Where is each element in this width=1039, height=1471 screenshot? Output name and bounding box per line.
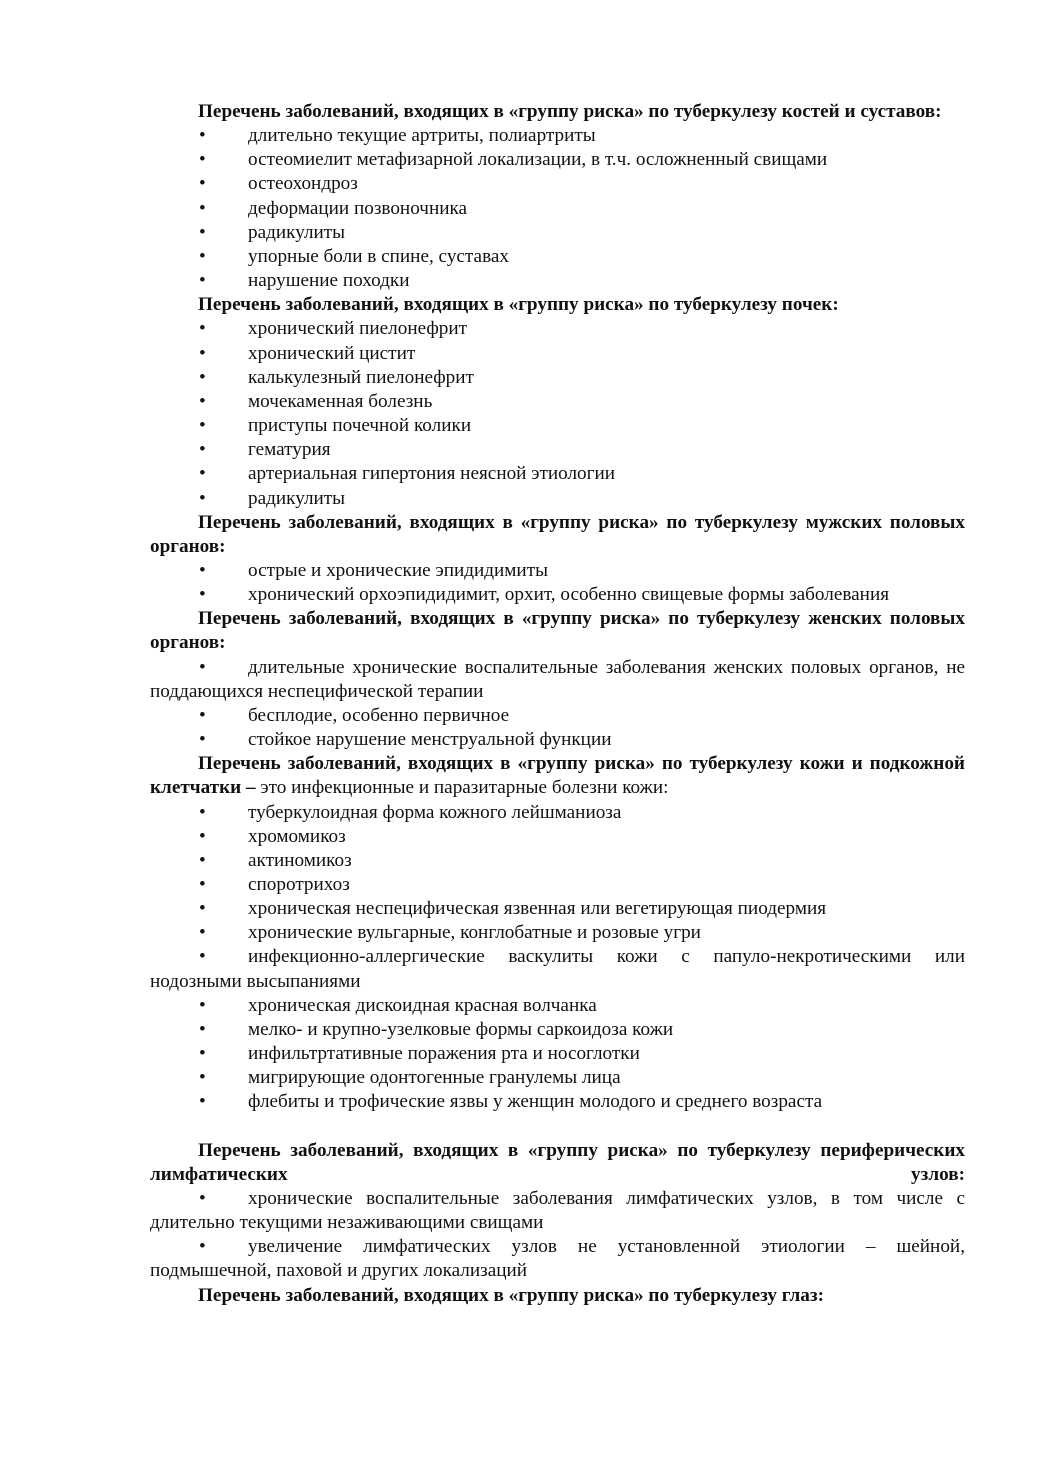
list-item: • инфекционно-аллергические васкулиты кожи с папуло-некротическими или нодозными высыпаниями [150,946,965,992]
bullet: • [199,1067,206,1089]
bullet: • [199,825,206,847]
list-item: • мочекаменная болезнь [150,390,965,414]
list-item: • хронический пиелонефрит [150,317,965,341]
list-item: • деформации позвоночника [150,197,965,221]
bullet: • [199,149,206,171]
list-item: • стойкое нарушение менструальной функции [150,728,965,752]
section-heading-eyes: Перечень заболеваний, входящих в «группу риска» по туберкулезу глаз: [198,1284,824,1306]
bullet: • [199,342,206,364]
list-item: • туберкулоидная форма кожного лейшманиоза [150,801,965,825]
list-item: • инфильтртативные поражения рта и носоглотки [150,1042,965,1066]
list-bones [150,124,965,293]
section-heading-skin [150,752,965,800]
list-item: • остеохондроз [150,172,965,196]
list-item: • острые и хронические эпидидимиты [150,559,965,583]
bullet: • [199,874,206,895]
list-item: • хроническая дискоидная красная волчанка [150,994,965,1018]
bullet: • [199,487,206,509]
section-heading-male-organs: Перечень заболеваний, входящих в «группу риска» по туберкулезу мужских половых органов: [150,511,965,557]
list-item: • мелко- и крупно-узелковые формы саркоидоза кожи [150,1018,965,1042]
bullet: • [199,221,206,243]
bullet: • [199,898,206,920]
list-item: • радикулиты [150,221,965,245]
list-item: • гематурия [150,438,965,462]
list-item: • увеличение лимфатических узлов не установленной этиологии – шейной, подмышечной, паховой и других локализаций [150,1236,965,1282]
list-item: • радикулиты [150,487,965,511]
list-item: • остеомиелит метафизарной локализации, в т.ч. осложненный свищами [150,148,965,172]
bullet: • [199,415,206,437]
section-heading-female-organs: Перечень заболеваний, входящих в «группу риска» по туберкулезу женских половых органов: [150,608,965,654]
list-item: • длительно текущие артриты, полиартриты [150,124,965,148]
bullet: • [199,729,206,751]
bullet: • [199,463,206,485]
list-item: • мигрирующие одонтогенные гранулемы лица [150,1066,965,1090]
list-item: • калькулезный пиелонефрит [150,366,965,390]
document-page [150,100,965,1308]
bullet: • [199,270,206,292]
list-item: • споротрихоз [150,873,965,897]
list-male-organs [150,559,965,607]
bullet: • [199,801,206,823]
list-item: • бесплодие, особенно первичное [150,704,965,728]
bullet: • [199,197,206,219]
bullet: • [199,559,206,581]
section-heading-lymph-nodes: Перечень заболеваний, входящих в «группу риска» по туберкулезу периферических лимфатических узлов: [150,1139,965,1185]
bullet: • [199,173,206,195]
list-item: • хроническая неспецифическая язвенная или вегетирующая пиодермия [150,897,965,921]
list-item: • хронические воспалительные заболевания лимфатических узлов, в том числе с длительно текущими незаживающими свищами [150,1187,965,1234]
bullet: • [199,366,206,388]
list-skin [150,801,965,1115]
list-lymph-nodes [150,1187,965,1284]
list-item: • хронический орхоэпидидимит, орхит, особенно свищевые формы заболевания [150,583,965,607]
bullet: • [199,390,206,412]
section-heading-skin-suffix: это инфекционные и паразитарные болезни кожи: [255,777,669,799]
bullet: • [199,318,206,340]
bullet: • [199,1091,206,1113]
section-heading-kidneys: Перечень заболеваний, входящих в «группу риска» по туберкулезу почек: [198,294,839,316]
list-item: • хронический цистит [150,342,965,366]
bullet: • [199,704,206,726]
bullet: • [199,922,206,944]
bullet: • [199,1018,206,1040]
list-item: • упорные боли в спине, суставах [150,245,965,269]
bullet: • [199,849,206,871]
bullet: • [199,439,206,461]
bullet: • [199,1043,206,1065]
section-heading-skin-bold: Перечень заболеваний, входящих в «группу риска» по туберкулезу кожи и подкожной клетчатки – [150,753,965,799]
list-item: • хронические вульгарные, конглобатные и розовые угри [150,921,965,945]
bullet: • [199,994,206,1016]
list-item: • приступы почечной колики [150,414,965,438]
section-heading-bones: Перечень заболеваний, входящих в «группу риска» по туберкулезу костей и суставов: [198,101,942,122]
list-item: • флебиты и трофические язвы у женщин молодого и среднего возраста [150,1090,965,1114]
bullet: • [199,584,206,606]
list-item: • актиномикоз [150,849,965,873]
list-item: • хромомикоз [150,825,965,849]
bullet: • [199,245,206,267]
bullet: • [199,125,206,147]
list-female-organs [150,656,965,753]
list-kidneys [150,317,965,510]
list-item: • нарушение походки [150,269,965,293]
list-item: • артериальная гипертония неясной этиологии [150,462,965,486]
list-item: • длительные хронические воспалительные заболевания женских половых органов, не поддающихся неспецифической терапии [150,656,965,702]
